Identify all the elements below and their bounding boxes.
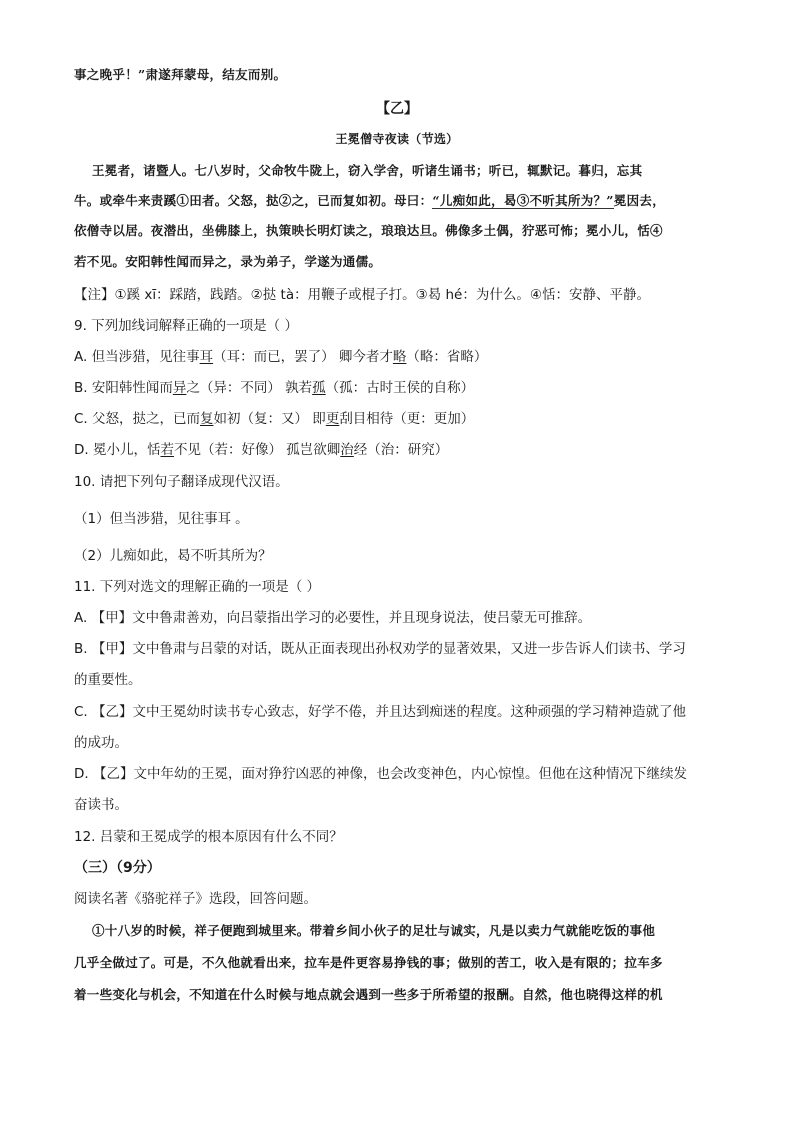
q9a-text-2: （耳：而已，罢了） 卿今者才: [213, 349, 393, 365]
yi-note: 【注】①蹊 xī：踩踏，践踏。②挞 tà：用鞭子或棍子打。③曷 hé：为什么。④恬：安静、平静。: [74, 287, 650, 303]
yi-line2-part1: 牛。或牵牛来责蹊①田者。父怒，挞②之，已而复如初。母曰：: [74, 193, 433, 208]
reading-line-3: 着一些变化与机会，不知道在什么时候与地点就会遇到一些多于所希望的报酬。自然，他也晓得这样的机: [74, 987, 663, 1002]
yi-paragraph-line-4: 若不见。安阳韩性闻而异之，录为弟子，学遂为通儒。: [74, 254, 382, 269]
q10-item-1: [74, 510, 249, 528]
q9a-underlined-2: 略: [392, 349, 407, 365]
yi-paragraph-line-2: [74, 192, 665, 210]
q9d-underlined-1: 若: [160, 442, 174, 458]
reading-line-1: ①十八岁的时候，祥子便跑到城里来。带着乡间小伙子的足壮与诚实，凡是以卖力气就能吃饭的事他: [92, 923, 656, 938]
reading-line-2: 几乎全做过了。可是，不久他就看出来，拉车是件更容易挣钱的事；做别的苦工，收入是有限的；拉车多: [74, 955, 663, 970]
question-11: 11. 下列对选文的理解正确的一项是（ ）: [74, 579, 321, 595]
q11-option-d-line-2: 奋读书。: [74, 797, 128, 813]
q9c-underlined-1: 复: [200, 411, 214, 427]
q9b-underlined-1: 异: [172, 380, 187, 396]
q9-option-d: [74, 441, 448, 459]
yi-heading: 【乙】: [376, 101, 418, 117]
q9c-text-3: 刮目相待（更：更加）: [339, 411, 475, 427]
q9b-underlined-2: 孤: [312, 380, 326, 396]
q9a-underlined-1: 耳: [199, 349, 214, 365]
section-3-intro: 阅读名著《骆驼祥子》选段，回答问题。: [74, 891, 317, 907]
q9b-text-1: B. 安阳韩性闻而: [74, 380, 173, 396]
q9-option-a: [74, 348, 487, 366]
q9d-text-1: D. 冕小儿，恬: [74, 442, 161, 458]
q9-option-b: [74, 379, 474, 397]
section-3-heading: （三）（9分）: [74, 860, 161, 876]
q9c-text-1: C. 父怒，挞之，已而: [74, 411, 201, 427]
q9a-text-3: （略：省略）: [406, 349, 488, 365]
q11-option-c-line-2: 的成功。: [74, 735, 128, 751]
q9-option-c: [74, 410, 474, 428]
q10-item-2: （2）儿痴如此，曷不听其所为？: [74, 548, 272, 564]
yi-paragraph-line-1: 王冕者，诸暨人。七八岁时，父命牧牛陇上，窃入学舍，听诸生诵书；听已，辄默记。暮归，忘其: [92, 163, 643, 178]
q9a-text-1: A. 但当涉猎，见往事: [74, 349, 200, 365]
q11-option-b-line-2: 的重要性。: [74, 672, 142, 688]
q11-option-a: A. 【甲】文中鲁肃善劝，向吕蒙指出学习的必要性，并且现身说法，使吕蒙无可推辞。: [74, 610, 592, 626]
yi-line2-part3: 冕因去，: [613, 193, 665, 208]
q9d-underlined-2: 治: [340, 442, 354, 458]
q11-option-d-line-1: D. 【乙】文中年幼的王冕，面对狰狞凶恶的神像，也会改变神色，内心惊惶。但他在这种情况下继续发: [74, 766, 687, 782]
yi-paragraph-line-3: 依僧寺以居。夜潜出，坐佛膝上，执策映长明灯读之，琅琅达旦。佛像多土偶，狞恶可怖；冕小儿，恬④: [74, 223, 663, 238]
q9d-text-2: 不见（若：好像） 孤岂欲卿: [173, 442, 341, 458]
q9c-text-2: 如初（复：又） 即: [213, 411, 326, 427]
yi-line2-quote: “儿痴如此，曷③不听其所为？”: [432, 193, 614, 208]
question-12: 12. 吕蒙和王冕成学的根本原因有什么不同？: [74, 829, 343, 845]
q10-item-1-text: （1）但当涉猎，见往事耳: [74, 511, 232, 527]
q11-option-b-line-1: B. 【甲】文中鲁肃与吕蒙的对话，既从正面表现出孙权劝学的显著效果，又进一步告诉人们读书、学习: [74, 641, 686, 657]
q9c-underlined-2: 更: [325, 411, 340, 427]
q9b-text-2: 之（异：不同） 孰若: [186, 380, 313, 396]
q11-option-c-line-1: C. 【乙】文中王冕幼时读书专心致志，好学不倦，并且达到痴迷的程度。这种顽强的学习精神造就了他: [74, 704, 687, 720]
q9b-text-3: （孤：古时王侯的自称）: [325, 380, 475, 396]
yi-title: 王冕僧寺夜读（节选）: [335, 132, 459, 146]
q10-item-1-end: 。: [235, 511, 249, 527]
question-9: 9. 下列加线词解释正确的一项是（ ）: [74, 318, 298, 334]
passage-jia-ending: 事之晚乎！”肃遂拜蒙母，结友而别。: [74, 67, 287, 82]
question-10: 10. 请把下列句子翻译成现代汉语。: [74, 474, 289, 490]
q9d-text-3: 经（治：研究）: [353, 442, 449, 458]
